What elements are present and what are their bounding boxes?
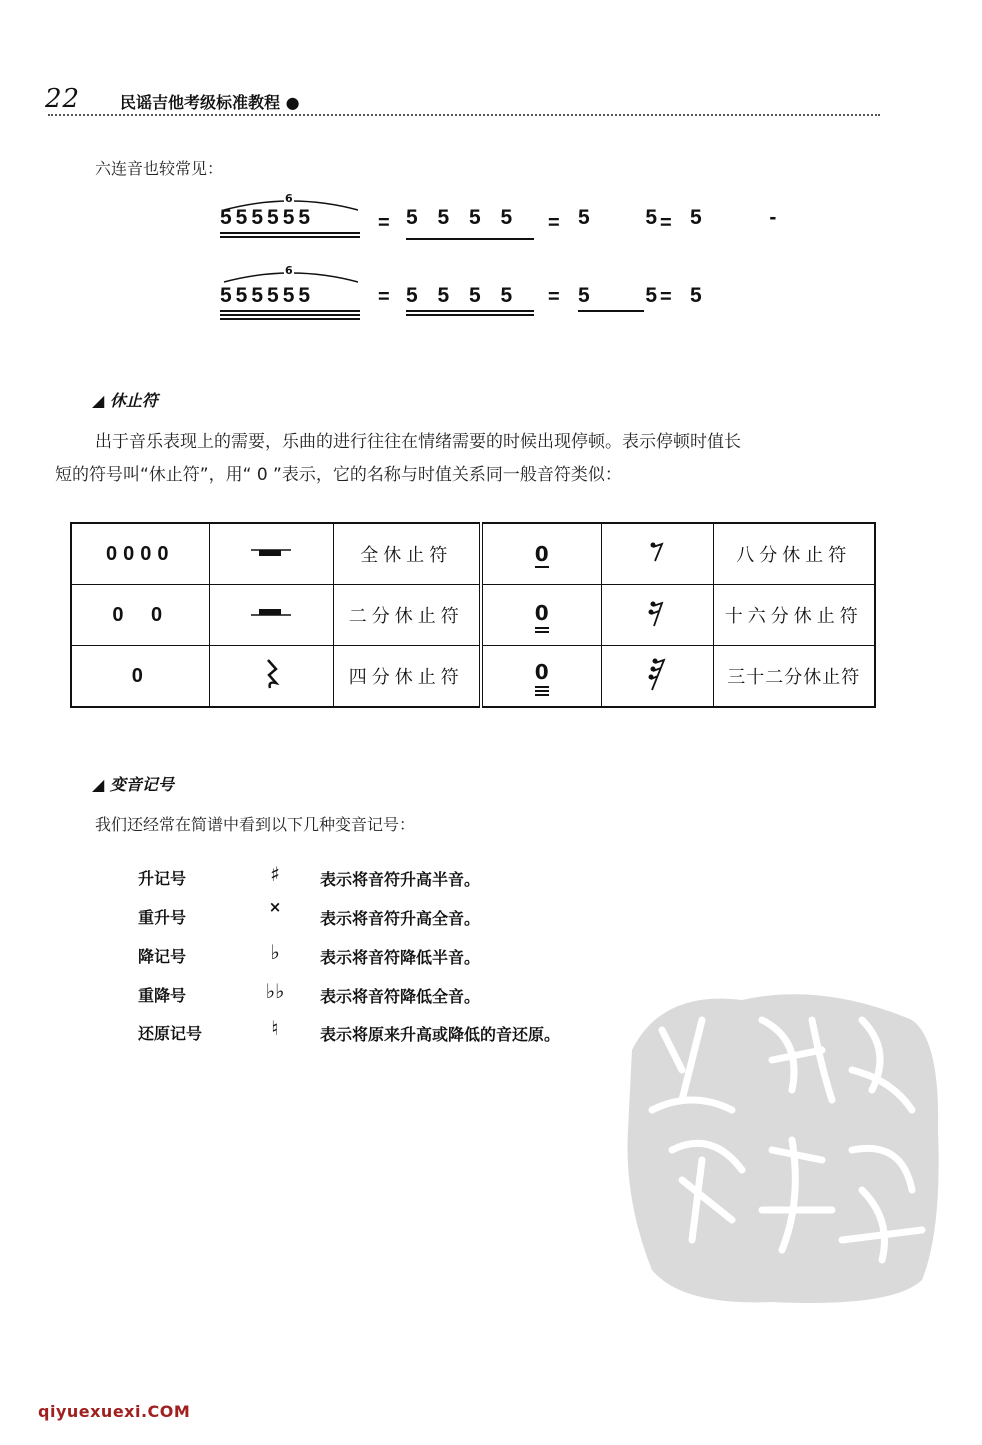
sixteenth-rest-symbol [601,585,713,646]
eighth-rest-name: 八分休止符 [713,523,875,585]
quarter-rest-name: 四分休止符 [333,646,481,708]
seal-stamp-image [622,980,942,1310]
double-flat-icon: ♭♭ [265,979,285,1003]
sixteenth-group-2: 5 5 5 5 [406,284,534,318]
site-watermark: qiyuexuexi.COM [38,1402,191,1421]
double-flat-desc: 表示将音符降低全音。 [320,987,481,1006]
accidentals-heading: ◢ 变音记号 [92,775,174,794]
whole-rest-symbol [209,523,333,585]
double-flat-name: 重降号 [138,986,187,1005]
flat-icon: ♭ [270,940,280,964]
half-rest-symbol [209,585,333,646]
jp-sixteenth-rest: 0 [481,585,601,646]
rests-heading: ◢ 休止符 [92,391,158,410]
half-rest-name: 二分休止符 [333,585,481,646]
flat-desc: 表示将音符降低半音。 [320,948,481,967]
tuplet-notes-1: 555555 [220,206,315,229]
jp-half-rest: 0 0 [71,585,209,646]
equals-1b: = [548,212,560,234]
thirtysecond-rest-name: 三十二分休止符 [713,646,875,708]
tuplet-label-1: 6 [285,192,293,205]
whole-rest-name: 全休止符 [333,523,481,585]
jp-thirtysecond-rest: 0 [481,646,601,708]
eighth-group-2: 5 5 [578,284,644,314]
quarter-group-1: 5 5 [578,206,658,229]
half-note-1: 5 - [690,206,777,229]
page-number: 22 [45,84,81,114]
eighth-rest-symbol [601,523,713,585]
thirtysecond-rest-symbol [601,646,713,708]
double-sharp-desc: 表示将音符升高全音。 [320,909,481,928]
book-title: 民谣吉他考级标准教程 ● [120,93,300,112]
double-sharp-name: 重升号 [138,908,187,927]
tuplet-notes-2: 555555 [220,284,315,307]
eighth-group-1: 5 5 5 5 [406,206,534,240]
rest-table [70,522,876,708]
equals-2a: = [378,286,390,308]
equals-1c: = [660,212,672,234]
tuplet-label-2: 6 [285,264,293,277]
accidentals-intro: 我们还经常在简谱中看到以下几种变音记号： [95,815,416,834]
sixteenth-rest-name: 十六分休止符 [713,585,875,646]
jp-quarter-rest: 0 [71,646,209,708]
quarter-note-2: 5 [690,284,702,307]
sextuplet-intro: 六连音也较常见： [95,159,224,178]
tuplet-group-2 [220,260,362,318]
sharp-desc: 表示将音符升高半音。 [320,870,481,889]
natural-name: 还原记号 [138,1024,203,1043]
header-rule [48,114,880,118]
equals-1a: = [378,212,390,234]
jp-whole-rest: 0000 [71,523,209,585]
quarter-rest-symbol [209,646,333,708]
rests-paragraph-line2: 短的符号叫“休止符”，用“ 0 ”表示，它的名称与时值关系同一般音符类似： [55,465,622,485]
double-sharp-icon: × [268,898,282,916]
sharp-icon: ♯ [270,862,280,886]
table-row [71,523,875,585]
table-row [71,585,875,646]
table-row [71,646,875,708]
underline-1b [220,236,360,238]
sharp-name: 升记号 [138,869,187,888]
rests-paragraph-line1: 出于音乐表现上的需要，乐曲的进行往往在情绪需要的时候出现停顿。表示停顿时值长 [95,432,741,452]
flat-name: 降记号 [138,947,187,966]
natural-icon: ♮ [271,1016,279,1040]
underline-1a [220,232,360,234]
equals-2b: = [548,286,560,308]
jp-eighth-rest: 0 [481,523,601,585]
natural-desc: 表示将原来升高或降低的音还原。 [320,1025,561,1044]
tuplet-group-1 [220,188,362,238]
equals-2c: = [660,286,672,308]
